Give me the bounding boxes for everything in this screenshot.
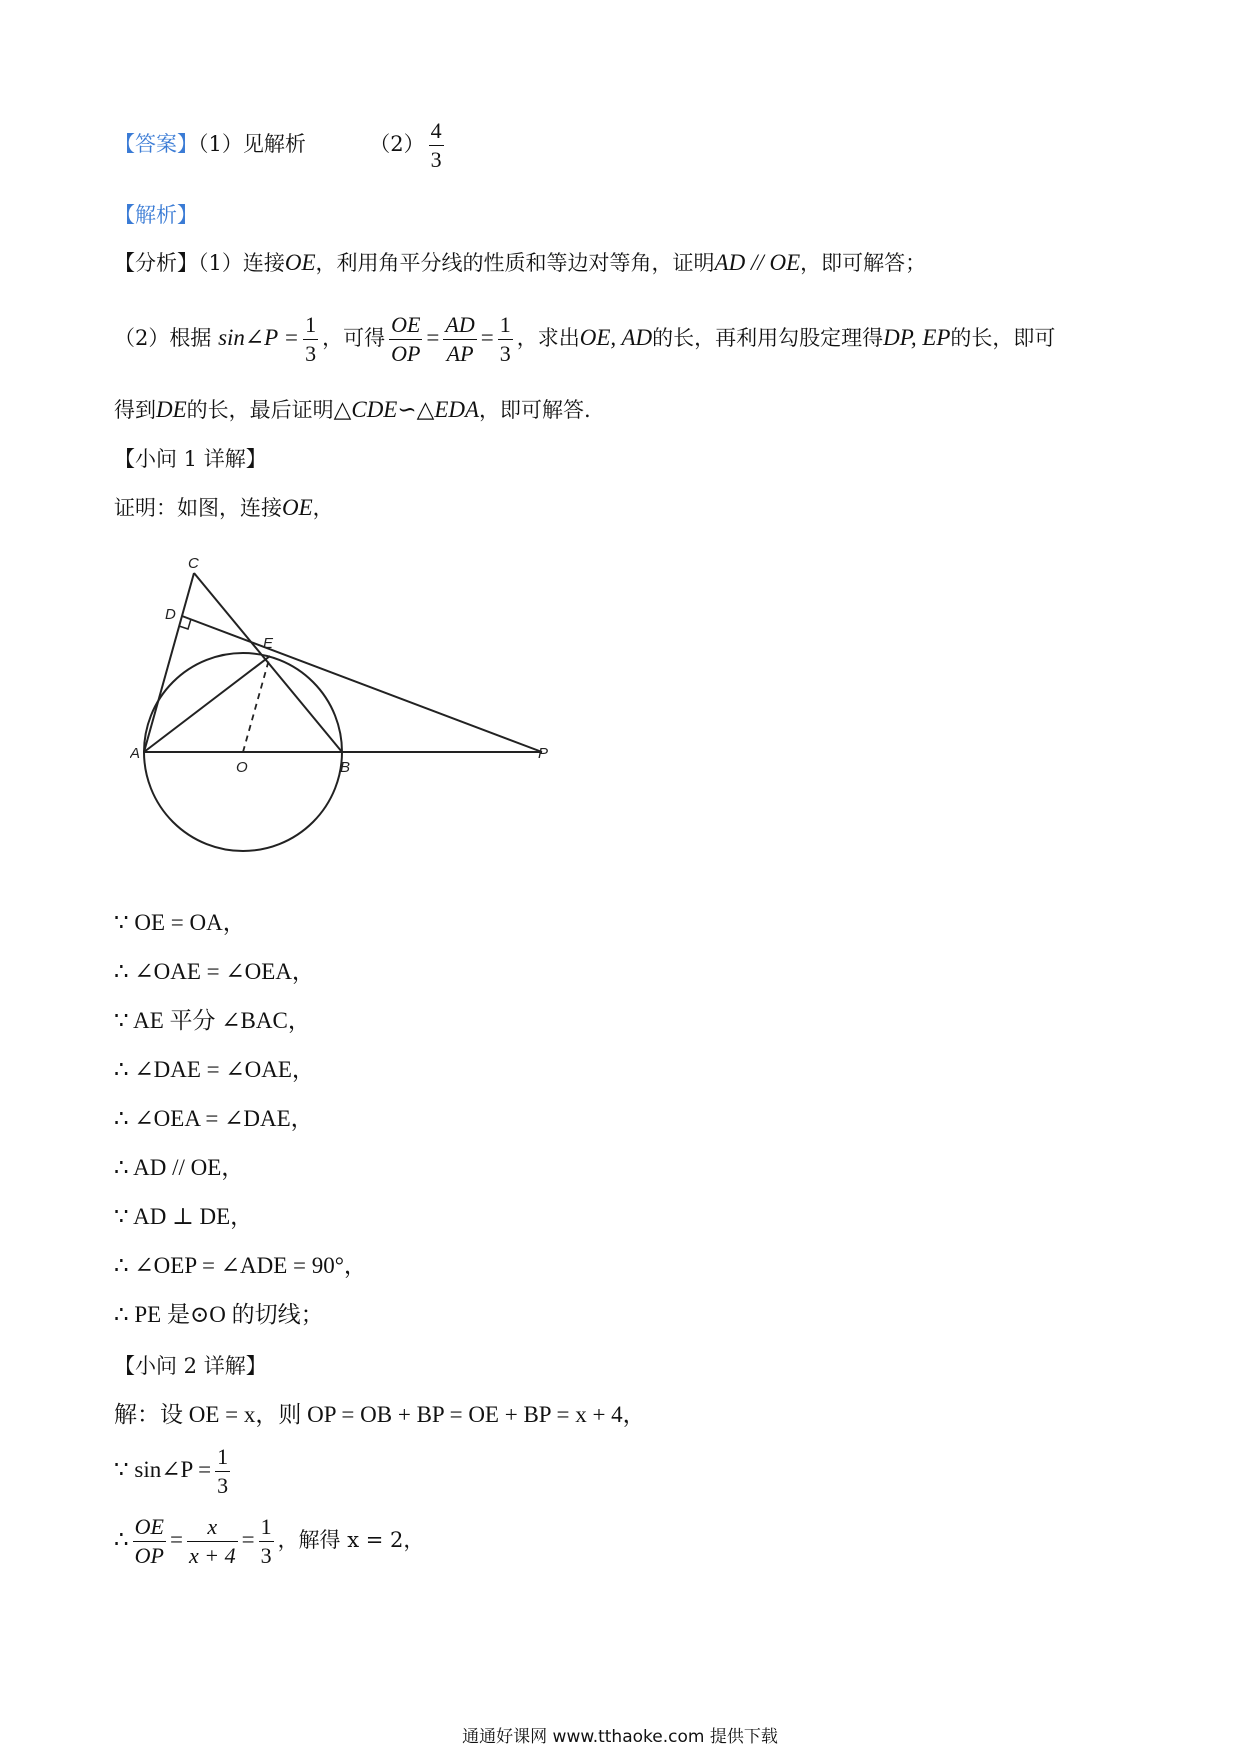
label-c: C xyxy=(188,555,199,572)
answer-tag: 【答案】 xyxy=(114,132,198,156)
q1-step: ∴ ∠OAE = ∠OEA， xyxy=(114,959,315,984)
geometry-figure xyxy=(130,552,570,862)
q1-step: ∴ ∠DAE = ∠OAE， xyxy=(114,1057,315,1082)
footer-watermark: 通通好课网 www.tthaoke.com 提供下载 xyxy=(462,1727,778,1747)
analysis-line-1: 【分析】（1）连接OE，利用角平分线的性质和等边对等角，证明AD // OE，即可解答； xyxy=(114,250,927,275)
answer-part2-label: （2） xyxy=(369,132,425,156)
line-ac xyxy=(144,573,194,752)
answer-fraction: $\frac{4}{3}$ xyxy=(430,118,442,172)
q1-heading: 【小问 1 详解】 xyxy=(114,447,267,471)
line-dp xyxy=(182,616,542,752)
label-a: A xyxy=(130,745,141,762)
answer-line xyxy=(114,117,448,174)
q1-step: ∵ AD ⊥ DE， xyxy=(114,1204,254,1229)
label-d: D xyxy=(165,606,176,623)
q2-because: ∵ sin∠P = $\frac{1}{3}$ xyxy=(114,1444,229,1498)
q1-step: ∴ ∠OEA = ∠DAE， xyxy=(114,1106,314,1131)
line-ae xyxy=(144,656,270,752)
analysis-tag: 【解析】 xyxy=(114,203,198,227)
q2-line1: 解：设 OE = x，则 OP = OB + BP = OE + BP = x + 4， xyxy=(114,1402,646,1427)
q1-step: ∴ ∠OEP = ∠ADE = 90°， xyxy=(114,1253,367,1278)
label-e: E xyxy=(263,635,274,652)
q1-step: ∴ PE 是⊙O 的切线； xyxy=(114,1302,324,1327)
label-b: B xyxy=(340,759,351,776)
label-p: P xyxy=(538,745,549,762)
line-oe-dashed xyxy=(243,656,270,752)
q1-intro: 证明：如图，连接OE， xyxy=(114,495,334,520)
answer-part1: （1）见解析 xyxy=(198,132,306,156)
analysis-line-3: 得到DE的长，最后证明△CDE∽△EDA，即可解答. xyxy=(114,397,591,422)
label-o: O xyxy=(236,759,248,776)
q2-heading: 【小问 2 详解】 xyxy=(114,1354,267,1378)
analysis-line-2: （2）根据 sin∠P = $\frac{1}{3}$ ，可得 $\frac{OE}{OP}$ = $\frac{AD}{AP}$ = $\frac{1}{3}$ ，求出OE, AD的长，再利用勾股定理得DP, EP的长，即可 xyxy=(114,312,1056,366)
q1-step: ∵ AE 平分 ∠BAC， xyxy=(114,1008,311,1033)
q1-step: ∴ AD // OE， xyxy=(114,1155,245,1180)
q2-solve: ∴ $\frac{OE}{OP}$ = $\frac{x}{x + 4}$ = $\frac{1}{3}$ ，解得 x = 2， xyxy=(114,1514,425,1568)
q1-step: ∵ OE = OA， xyxy=(114,910,246,935)
